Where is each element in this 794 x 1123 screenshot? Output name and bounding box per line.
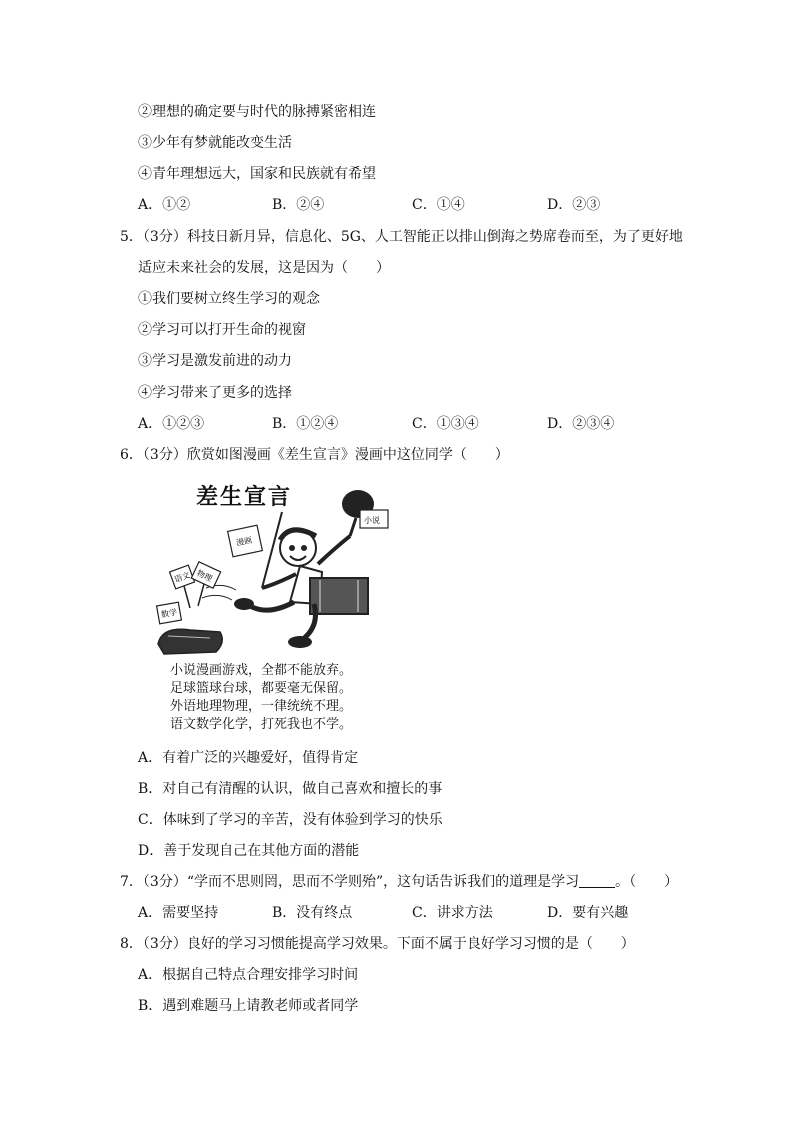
sign-chinese: 语文 (173, 570, 192, 585)
physics-sign (191, 562, 220, 588)
q6-option-c[interactable]: C．体味到了学习的辛苦，没有体验到学习的快乐 (138, 812, 443, 828)
q7-stem (120, 872, 678, 892)
q4-item-4: ④青年理想远大，国家和民族就有希望 (138, 166, 376, 182)
q5-option-d[interactable]: D．②③④ (547, 416, 615, 432)
q4-option-d[interactable]: D．②③ (547, 197, 601, 213)
q7-option-a[interactable]: A．需要坚持 (138, 905, 219, 921)
q5-option-b[interactable]: B．①②④ (272, 416, 339, 432)
q4-item-2: ②理想的确定要与时代的脉搏紧密相连 (138, 104, 376, 120)
q5-item-1: ①我们要树立终生学习的观念 (138, 291, 320, 307)
q5-stem-line2: 适应未来社会的发展，这是因为（ ） (138, 260, 390, 276)
q7-option-b[interactable]: B．没有终点 (272, 905, 353, 921)
poem-line-3: 外语地理物理，一律统统不理。 (170, 699, 353, 714)
books-pile-icon (158, 629, 222, 654)
q8-stem: 8．（3分）良好的学习习惯能提高学习效果。下面不属于良好学习习惯的是（ ） (120, 936, 635, 952)
q7-stem-before: 7．（3分）“学而不思则罔，思而不学则殆”，这句话告诉我们的道理是学习 (120, 874, 580, 890)
q5-item-2: ②学习可以打开生命的视窗 (138, 322, 306, 338)
q4-option-c[interactable]: C．①④ (412, 197, 465, 213)
q8-option-b[interactable]: B．遇到难题马上请教老师或者同学 (138, 998, 359, 1014)
cartoon-drawing (150, 476, 390, 656)
q4-option-b[interactable]: B．②④ (272, 197, 325, 213)
q4-item-3: ③少年有梦就能改变生活 (138, 135, 292, 151)
q5-option-c[interactable]: C．①③④ (412, 416, 479, 432)
comic-sign (228, 525, 263, 557)
q7-option-c[interactable]: C．讲求方法 (412, 905, 493, 921)
q5-stem-line1: 5．（3分）科技日新月异，信息化、5G、人工智能正以排山倒海之势席卷而至，为了更好地 (120, 229, 683, 245)
sign-math: 数学 (160, 607, 178, 620)
q5-item-4: ④学习带来了更多的选择 (138, 385, 292, 401)
q4-option-a[interactable]: A．①② (138, 197, 191, 213)
q5-options (138, 414, 698, 434)
cartoon-title: 差生宣言 (196, 484, 293, 510)
suitcase-icon (310, 578, 368, 614)
q4-options (138, 195, 698, 215)
cartoon-poem (170, 662, 352, 734)
q7-options (138, 903, 698, 923)
poem-line-2: 足球篮球台球，都要毫无保留。 (170, 681, 353, 696)
q7-stem-after: 。（ ） (615, 874, 679, 890)
q6-option-d[interactable]: D．善于发现自己在其他方面的潜能 (138, 843, 360, 859)
q5-item-3: ③学习是激发前进的动力 (138, 353, 292, 369)
sign-physics: 物理 (195, 568, 214, 584)
math-sign (157, 602, 182, 624)
novel-sign (360, 510, 388, 528)
q6-stem: 6．（3分）欣赏如图漫画《差生宣言》漫画中这位同学（ ） (120, 447, 509, 463)
q7-answer-blank[interactable] (579, 873, 615, 888)
chinese-sign (170, 565, 195, 589)
q6-option-b[interactable]: B．对自己有清醒的认识，做自己喜欢和擅长的事 (138, 781, 443, 797)
q6-option-a[interactable]: A．有着广泛的兴趣爱好，值得肯定 (138, 750, 359, 766)
poem-line-4: 语文数学化学，打死我也不学。 (170, 717, 353, 732)
sign-novel: 小说 (364, 516, 380, 525)
cartoon-image (150, 476, 390, 736)
q5-option-a[interactable]: A．①②③ (138, 416, 205, 432)
sign-comic: 漫画 (235, 535, 253, 548)
poem-line-1: 小说漫画游戏，全都不能放弃。 (170, 663, 353, 678)
q7-option-d[interactable]: D．要有兴趣 (547, 905, 629, 921)
q8-option-a[interactable]: A．根据自己特点合理安排学习时间 (138, 967, 359, 983)
